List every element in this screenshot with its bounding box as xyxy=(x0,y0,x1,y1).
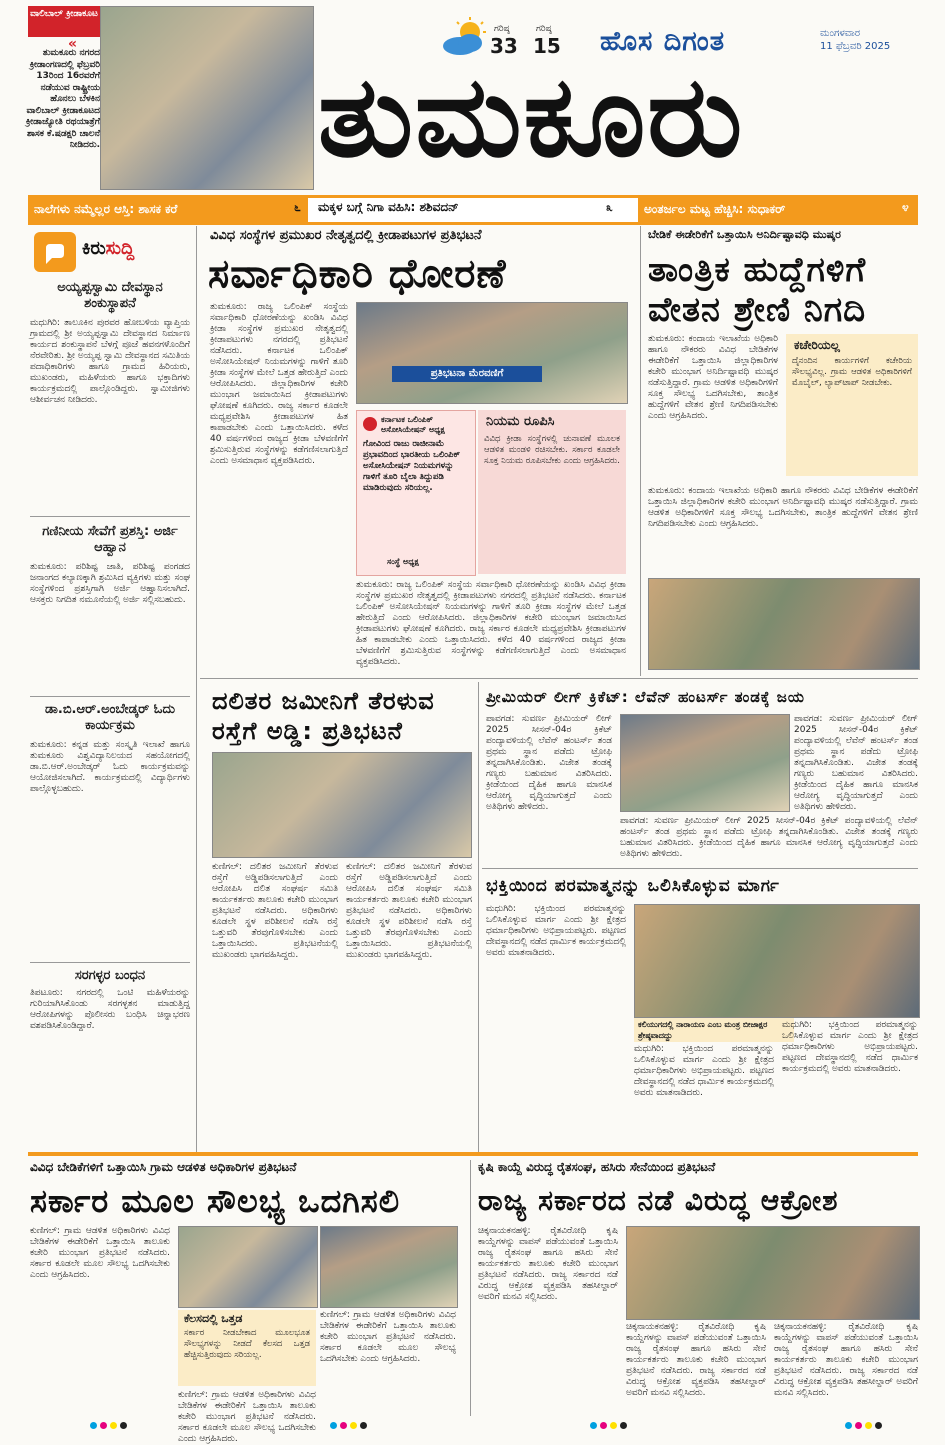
story2-kicker: ಬೇಡಿಕೆ ಈಡೇರಿಕೆಗೆ ಒತ್ತಾಯಿಸಿ ಅನಿರ್ದಿಷ್ಟಾವಧಿ ಮುಷ್ಕರ xyxy=(648,228,842,241)
story5-caption: ಕಲಿಯುಗದಲ್ಲಿ ನಾರಾಯಣ ಎಂಬ ಮಂತ್ರ ಬೀಜಾಕ್ಷರ ಶ್ರೇಷ್ಠವಾದದ್ದು xyxy=(634,1018,794,1042)
story6-box-title: ಕೆಲಸದಲ್ಲಿ ಒತ್ತಡ xyxy=(184,1312,243,1325)
story1-quote-by: ಸಂಸ್ಥೆ ಅಧ್ಯಕ್ಷ xyxy=(387,557,419,566)
story3-photo xyxy=(212,752,472,858)
story7-kicker: ಕೃಷಿ ಕಾಯ್ದೆ ವಿರುದ್ಧ ರೈತಸಂಘ, ಹಸಿರು ಸೇನೆಯಿಂದ ಪ್ರತಿಭಟನೆ xyxy=(478,1160,716,1174)
story1-text-cont: ತುಮಕೂರು: ರಾಜ್ಯ ಒಲಿಂಪಿಕ್ ಸಂಸ್ಥೆಯ ಸರ್ವಾಧಿಕಾರಿ ಧೋರಣೆಯನ್ನು ಖಂಡಿಸಿ ವಿವಿಧ ಕ್ರೀಡಾ ಸಂಸ್ಥೆಗಳ ಪ್ರಮುಖರ ನೇತೃತ್ವದಲ್ಲಿ ಕ್ರೀಡಾಪಟುಗಳು ನಗರದಲ್ಲಿ ಪ್ರತಿಭಟನೆ ನಡೆಸಿದರು. ಕರ್ನಾಟಕ ಒಲಿಂಪಿಕ್ ಅಸೋಸಿಯೇಷನ್ ನಿಯಮಗಳನ್ನು ಗಾಳಿಗೆ ತೂರಿ ಕ್ರೀಡಾ ಸಂಸ್ಥೆಗಳ ಮೇಲೆ ಒತ್ತಡ ಹೇರುತ್ತಿದೆ ಎಂದು ಆರೋಪಿಸಿದರು. ಜಿಲ್ಲಾಧಿಕಾರಿಗಳ ಕಚೇರಿ ಮುಂಭಾಗ ಜಮಾಯಿಸಿದ ಕ್ರೀಡಾಪಟುಗಳು ಘೋಷಣೆ ಕೂಗಿದರು. ರಾಜ್ಯ ಸರ್ಕಾರ ಕೂಡಲೇ ಮಧ್ಯಪ್ರವೇಶಿಸಿ ಕ್ರೀಡಾಪಟುಗಳ ಹಿತ ಕಾಪಾಡಬೇಕು ಎಂದು ಒತ್ತಾಯಿಸಿದರು. ಕಳೆದ 40 ವರ್ಷಗಳಿಂದ ರಾಜ್ಯದ ಕ್ರೀಡಾ ಬೆಳವಣಿಗೆಗೆ ಶ್ರಮಿಸುತ್ತಿರುವ ಸಂಸ್ಥೆಗಳನ್ನು ಕಡೆಗಣಿಸಲಾಗುತ್ತಿದೆ ಎಂದು ಅಸಮಾಧಾನ ವ್ಯಕ್ತಪಡಿಸಿದರು. xyxy=(356,580,626,667)
story2-side-title: ಕಚೇರಿಯಲ್ಲ xyxy=(794,338,840,352)
ticker-page: ೩ xyxy=(606,200,613,214)
story1-quote-box xyxy=(356,410,476,576)
issue-day: ಮಂಗಳವಾರ xyxy=(820,28,861,39)
temp-min: 15 xyxy=(533,34,561,58)
kiru-item-text: ತಿಪಟೂರು: ನಗರದಲ್ಲಿ ಒಂಟಿ ಮಹಿಳೆಯರನ್ನು ಗುರಿಯಾಗಿಸಿಕೊಂಡು ಸರಗಳ್ಳತನ ಮಾಡುತ್ತಿದ್ದ ಆರೋಪಿಗಳನ್ನು ಪೊಲೀಸರು ಬಂಧಿಸಿ ಚಿನ್ನಾಭರಣ ವಶಪಡಿಸಿಕೊಂಡಿದ್ದಾರೆ. xyxy=(30,988,190,1031)
registration-marks xyxy=(590,1414,630,1433)
kiru-item-text: ಮಧುಗಿರಿ: ತಾಲೂಕಿನ ಪುರವರ ಹೋಬಳಿಯ ವ್ಯಾಪ್ತಿಯ ಗ್ರಾಮದಲ್ಲಿ ಶ್ರೀ ಅಯ್ಯಪ್ಪಸ್ವಾಮಿ ದೇವಸ್ಥಾನದ ನಿರ್ಮಾಣ ಕಾರ್ಯದ ಶಂಕುಸ್ಥಾಪನೆ ಬೆಳಗ್ಗೆ ಪೂಜೆ ಹವನಗಳೊಂದಿಗೆ ನೆರವೇರಿತು. ಶ್ರೀ ಅಯ್ಯಪ್ಪ ಸ್ವಾಮಿ ದೇವಸ್ಥಾನದ ಸಮಿತಿಯ ಪದಾಧಿಕಾರಿಗಳು ಹಾಗೂ ಗ್ರಾಮದ ಹಿರಿಯರು, ಮುಖಂಡರು, ಮಹಿಳೆಯರು ಹಾಗೂ ಭಕ್ತಾದಿಗಳು ಕಾರ್ಯಕ್ರಮದಲ್ಲಿ ಪಾಲ್ಗೊಂಡಿದ್ದರು. ಸ್ವಾಮೀಜಿಗಳು ಆಶೀರ್ವಚನ ನೀಡಿದರು. xyxy=(30,318,190,405)
story6-box-text: ಸರ್ಕಾರ ನೀಡಬೇಕಾದ ಮೂಲಭೂತ ಸೌಲಭ್ಯಗಳನ್ನು ನೀಡದೆ ಕೆಲಸದ ಒತ್ತಡ ಹೆಚ್ಚಿಸುತ್ತಿರುವುದು ಸರಿಯಲ್ಲ. xyxy=(184,1328,310,1360)
story6-box xyxy=(178,1310,316,1386)
story3-text-cont: ಕುಣಿಗಲ್: ದಲಿತರ ಜಮೀನಿಗೆ ತೆರಳುವ ರಸ್ತೆಗೆ ಅಡ್ಡಿಪಡಿಸಲಾಗುತ್ತಿದೆ ಎಂದು ಆರೋಪಿಸಿ ದಲಿತ ಸಂಘರ್ಷ ಸಮಿತಿ ಕಾರ್ಯಕರ್ತರು ತಾಲೂಕು ಕಚೇರಿ ಮುಂಭಾಗ ಪ್ರತಿಭಟನೆ ನಡೆಸಿದರು. ಅಧಿಕಾರಿಗಳು ಕೂಡಲೇ ಸ್ಥಳ ಪರಿಶೀಲನೆ ನಡೆಸಿ ರಸ್ತೆ ಒತ್ತುವರಿ ತೆರವುಗೊಳಿಸಬೇಕು ಎಂದು ಒತ್ತಾಯಿಸಿದರು. ಪ್ರತಿಭಟನೆಯಲ್ಲಿ ಮುಖಂಡರು ಭಾಗವಹಿಸಿದ್ದರು. xyxy=(346,862,472,960)
kiru-logo-icon xyxy=(34,232,76,272)
story2-photo xyxy=(648,578,920,670)
temp-max: 33 xyxy=(490,34,518,58)
story6-text: ಕುಣಿಗಲ್: ಗ್ರಾಮ ಆಡಳಿತ ಅಧಿಕಾರಿಗಳು ವಿವಿಧ ಬೇಡಿಕೆಗಳ ಈಡೇರಿಕೆಗೆ ಒತ್ತಾಯಿಸಿ ತಾಲೂಕು ಕಚೇರಿ ಮುಂಭಾಗ ಪ್ರತಿಭಟನೆ ನಡೆಸಿದರು. ಸರ್ಕಾರ ಕೂಡಲೇ ಮೂಲ ಸೌಲಭ್ಯ ಒದಗಿಸಬೇಕು ಎಂದು ಆಗ್ರಹಿಸಿದರು. xyxy=(30,1226,170,1280)
ticker-item[interactable]: ಅಂತರ್ಜಲ ಮಟ್ಟ ಹೆಚ್ಚಿಸಿ: ಸುಧಾಕರ್ xyxy=(638,198,918,222)
story7-text-cont: ಚಿಕ್ಕನಾಯಕನಹಳ್ಳಿ: ರೈತವಿರೋಧಿ ಕೃಷಿ ಕಾಯ್ದೆಗಳನ್ನು ವಾಪಸ್ ಪಡೆಯುವಂತೆ ಒತ್ತಾಯಿಸಿ ರಾಜ್ಯ ರೈತಸಂಘ ಹಾಗೂ ಹಸಿರು ಸೇನೆ ಕಾರ್ಯಕರ್ತರು ತಾಲೂಕು ಕಚೇರಿ ಮುಂಭಾಗ ಪ್ರತಿಭಟನೆ ನಡೆಸಿದರು. ರಾಜ್ಯ ಸರ್ಕಾರದ ನಡೆ ವಿರುದ್ಧ ಆಕ್ರೋಶ ವ್ಯಕ್ತಪಡಿಸಿ ತಹಸೀಲ್ದಾರ್ ಅವರಿಗೆ ಮನವಿ ಸಲ್ಲಿಸಿದರು. xyxy=(774,1322,918,1398)
story1-headline: ಸರ್ವಾಧಿಕಾರಿ ಧೋರಣೆ xyxy=(208,251,507,297)
issue-date: 11 ಫೆಬ್ರವರಿ 2025 xyxy=(820,41,891,52)
top-story-text: ತುಮಕೂರು ನಗರದ ಕ್ರೀಡಾಂಗಣದಲ್ಲಿ ಫೆಬ್ರವರಿ 13ರಿಂದ 16ರವರೆಗೆ ನಡೆಯುವ ರಾಷ್ಟ್ರೀಯ ಹೊನಲು ಬೆಳಕಿನ ವಾಲಿಬಾಲ್ ಕ್ರೀಡಾಕೂಟದ ಕ್ರೀಡಾಜ್ಯೋತಿ ರಥಯಾತ್ರೆಗೆ ಶಾಸಕ ಕೆ.ಷಡಕ್ಷರಿ ಚಾಲನೆ ನೀಡಿದರು. xyxy=(25,48,100,150)
story3-headline-1: ದಲಿತರ ಜಮೀನಿಗೆ ತೆರಳುವ xyxy=(212,687,435,715)
kiru-item-title: ಅಯ್ಯಪ್ಪಸ್ವಾಮಿ ದೇವಸ್ಥಾನ ಶಂಕುಸ್ಥಾಪನೆ xyxy=(57,280,163,311)
story2-text-cont: ತುಮಕೂರು: ಕಂದಾಯ ಇಲಾಖೆಯ ಅಧಿಕಾರಿ ಹಾಗೂ ನೌಕರರು ವಿವಿಧ ಬೇಡಿಕೆಗಳ ಈಡೇರಿಕೆಗೆ ಒತ್ತಾಯಿಸಿ ಜಿಲ್ಲಾಧಿಕಾರಿಗಳ ಕಚೇರಿ ಮುಂಭಾಗ ಅನಿರ್ದಿಷ್ಟಾವಧಿ ಮುಷ್ಕರ ನಡೆಸುತ್ತಿದ್ದಾರೆ. ಗ್ರಾಮ ಆಡಳಿತ ಅಧಿಕಾರಿಗಳಿಗೆ ಸೂಕ್ತ ಸೌಲಭ್ಯ ಒದಗಿಸಬೇಕು, ತಾಂತ್ರಿಕ ಹುದ್ದೆಗಳಿಗೆ ವೇತನ ಶ್ರೇಣಿ ನಿಗದಿಪಡಿಸಬೇಕು ಎಂದು ಆಗ್ರಹಿಸಿದರು. xyxy=(648,486,918,529)
registration-marks xyxy=(90,1414,130,1433)
story1-quote-title: ಕರ್ನಾಟಕ ಒಲಿಂಪಿಕ್ ಅಸೋಸಿಯೇಷನ್ ಅಧ್ಯಕ್ಷ xyxy=(381,415,445,434)
kiru-label-b: ಸುದ್ದಿ xyxy=(105,238,135,259)
ticker-item[interactable]: ಮಕ್ಕಳ ಬಗ್ಗೆ ನಿಗಾ ವಹಿಸಿ: ಶಶಿವದನ್ xyxy=(318,200,459,214)
story2-headline-2: ವೇತನ ಶ್ರೇಣಿ ನಿಗದಿ xyxy=(648,290,867,330)
story6-text-cont: ಕುಣಿಗಲ್: ಗ್ರಾಮ ಆಡಳಿತ ಅಧಿಕಾರಿಗಳು ವಿವಿಧ ಬೇಡಿಕೆಗಳ ಈಡೇರಿಕೆಗೆ ಒತ್ತಾಯಿಸಿ ತಾಲೂಕು ಕಚೇರಿ ಮುಂಭಾಗ ಪ್ರತಿಭಟನೆ ನಡೆಸಿದರು. ಸರ್ಕಾರ ಕೂಡಲೇ ಮೂಲ ಸೌಲಭ್ಯ ಒದಗಿಸಬೇಕು ಎಂದು ಆಗ್ರಹಿಸಿದರು. xyxy=(320,1310,456,1364)
top-story-photo xyxy=(100,6,314,190)
kiru-item-title: ಡಾ.ಬಿ.ಆರ್.ಅಂಬೇಡ್ಕರ್ ಓದು ಕಾರ್ಯಕ್ರಮ xyxy=(45,702,175,733)
story2-headline-1: ತಾಂತ್ರಿಕ ಹುದ್ದೆಗಳಿಗೆ xyxy=(648,250,867,290)
story4-text-cont: ಪಾವಗಡ: ಸುವರ್ಣ ಪ್ರೀಮಿಯರ್ ಲೀಗ್ 2025 ಸೀಸನ್-04ರ ಕ್ರಿಕೆಟ್ ಪಂದ್ಯಾವಳಿಯಲ್ಲಿ ಲೆವೆನ್ ಹಂಟರ್ಸ್ ತಂಡ ಪ್ರಥಮ ಸ್ಥಾನ ಪಡೆದು ಟ್ರೋಫಿ ತನ್ನದಾಗಿಸಿಕೊಂಡಿತು. ವಿಜೇತ ತಂಡಕ್ಕೆ ಗಣ್ಯರು ಬಹುಮಾನ ವಿತರಿಸಿದರು. ಕ್ರೀಡೆಯಿಂದ ದೈಹಿಕ ಹಾಗೂ ಮಾನಸಿಕ ಆರೋಗ್ಯ ವೃದ್ಧಿಯಾಗುತ್ತದೆ ಎಂದು ಅತಿಥಿಗಳು ಹೇಳಿದರು. xyxy=(794,714,918,812)
story5-headline: ಭಕ್ತಿಯಿಂದ ಪರಮಾತ್ಮನನ್ನು ಒಲಿಸಿಕೊಳ್ಳುವ ಮಾರ್ಗ xyxy=(486,876,780,896)
story5-text-cont: ಮಧುಗಿರಿ: ಭಕ್ತಿಯಿಂದ ಪರಮಾತ್ಮನನ್ನು ಒಲಿಸಿಕೊಳ್ಳುವ ಮಾರ್ಗ ಎಂದು ಶ್ರೀ ಕ್ಷೇತ್ರದ ಧರ್ಮಾಧಿಕಾರಿಗಳು ಅಭಿಪ್ರಾಯಪಟ್ಟರು. ಪಟ್ಟಣದ ದೇವಸ್ಥಾನದಲ್ಲಿ ನಡೆದ ಧಾರ್ಮಿಕ ಕಾರ್ಯಕ್ರಮದಲ್ಲಿ ಅವರು ಮಾತನಾಡಿದರು. xyxy=(634,1044,774,1098)
story4-text-cont: ಪಾವಗಡ: ಸುವರ್ಣ ಪ್ರೀಮಿಯರ್ ಲೀಗ್ 2025 ಸೀಸನ್-04ರ ಕ್ರಿಕೆಟ್ ಪಂದ್ಯಾವಳಿಯಲ್ಲಿ ಲೆವೆನ್ ಹಂಟರ್ಸ್ ತಂಡ ಪ್ರಥಮ ಸ್ಥಾನ ಪಡೆದು ಟ್ರೋಫಿ ತನ್ನದಾಗಿಸಿಕೊಂಡಿತು. ವಿಜೇತ ತಂಡಕ್ಕೆ ಗಣ್ಯರು ಬಹುಮಾನ ವಿತರಿಸಿದರು. ಕ್ರೀಡೆಯಿಂದ ದೈಹಿಕ ಹಾಗೂ ಮಾನಸಿಕ ಆರೋಗ್ಯ ವೃದ್ಧಿಯಾಗುತ್ತದೆ ಎಂದು ಅತಿಥಿಗಳು ಹೇಳಿದರು. xyxy=(620,816,918,859)
kiru-item-text: ತುಮಕೂರು: ಪರಿಶಿಷ್ಟ ಜಾತಿ, ಪರಿಶಿಷ್ಟ ಪಂಗಡದ ಜನಾಂಗದ ಕಲ್ಯಾಣಕ್ಕಾಗಿ ಶ್ರಮಿಸಿದ ವ್ಯಕ್ತಿಗಳು ಮತ್ತು ಸಂಘ ಸಂಸ್ಥೆಗಳಿಂದ ಪ್ರಶಸ್ತಿಗಾಗಿ ಅರ್ಜಿ ಆಹ್ವಾನಿಸಲಾಗಿದೆ. ಆಸಕ್ತರು ನಿಗದಿತ ನಮೂನೆಯಲ್ಲಿ ಅರ್ಜಿ ಸಲ್ಲಿಸಬಹುದು. xyxy=(30,562,190,605)
story1-photo xyxy=(356,302,628,404)
story6-photo xyxy=(178,1226,318,1308)
story1-rule-box xyxy=(478,410,626,574)
story3-text: ಕುಣಿಗಲ್: ದಲಿತರ ಜಮೀನಿಗೆ ತೆರಳುವ ರಸ್ತೆಗೆ ಅಡ್ಡಿಪಡಿಸಲಾಗುತ್ತಿದೆ ಎಂದು ಆರೋಪಿಸಿ ದಲಿತ ಸಂಘರ್ಷ ಸಮಿತಿ ಕಾರ್ಯಕರ್ತರು ತಾಲೂಕು ಕಚೇರಿ ಮುಂಭಾಗ ಪ್ರತಿಭಟನೆ ನಡೆಸಿದರು. ಅಧಿಕಾರಿಗಳು ಕೂಡಲೇ ಸ್ಥಳ ಪರಿಶೀಲನೆ ನಡೆಸಿ ರಸ್ತೆ ಒತ್ತುವರಿ ತೆರವುಗೊಳಿಸಬೇಕು ಎಂದು ಒತ್ತಾಯಿಸಿದರು. ಪ್ರತಿಭಟನೆಯಲ್ಲಿ ಮುಖಂಡರು ಭಾಗವಹಿಸಿದ್ದರು. xyxy=(212,862,338,960)
temp-max-label: ಗರಿಷ್ಠ xyxy=(494,24,510,34)
chevron-icon: « xyxy=(68,36,78,52)
story2-text: ತುಮಕೂರು: ಕಂದಾಯ ಇಲಾಖೆಯ ಅಧಿಕಾರಿ ಹಾಗೂ ನೌಕರರು ವಿವಿಧ ಬೇಡಿಕೆಗಳ ಈಡೇರಿಕೆಗೆ ಒತ್ತಾಯಿಸಿ ಜಿಲ್ಲಾಧಿಕಾರಿಗಳ ಕಚೇರಿ ಮುಂಭಾಗ ಅನಿರ್ದಿಷ್ಟಾವಧಿ ಮುಷ್ಕರ ನಡೆಸುತ್ತಿದ್ದಾರೆ. ಗ್ರಾಮ ಆಡಳಿತ ಅಧಿಕಾರಿಗಳಿಗೆ ಸೂಕ್ತ ಸೌಲಭ್ಯ ಒದಗಿಸಬೇಕು, ತಾಂತ್ರಿಕ ಹುದ್ದೆಗಳಿಗೆ ವೇತನ ಶ್ರೇಣಿ ನಿಗದಿಪಡಿಸಬೇಕು ಎಂದು ಆಗ್ರಹಿಸಿದರು. xyxy=(648,334,778,421)
story3-headline-2: ರಸ್ತೆಗೆ ಅಡ್ಡಿ: ಪ್ರತಿಭಟನೆ xyxy=(212,717,403,745)
story4-headline: ಪ್ರೀಮಿಯರ್ ಲೀಗ್ ಕ್ರಿಕೆಟ್: ಲೆವೆನ್ ಹಂಟರ್ಸ್ ತಂಡಕ್ಕೆ ಜಯ xyxy=(486,688,805,706)
top-story-tag: ವಾಲಿಬಾಲ್ ಕ್ರೀಡಾಕೂಟ xyxy=(28,6,100,37)
story4-photo xyxy=(620,714,790,812)
registration-marks xyxy=(330,1414,370,1433)
story1-text: ತುಮಕೂರು: ರಾಜ್ಯ ಒಲಿಂಪಿಕ್ ಸಂಸ್ಥೆಯ ಸರ್ವಾಧಿಕಾರಿ ಧೋರಣೆಯನ್ನು ಖಂಡಿಸಿ ವಿವಿಧ ಕ್ರೀಡಾ ಸಂಸ್ಥೆಗಳ ಪ್ರಮುಖರ ನೇತೃತ್ವದಲ್ಲಿ ಕ್ರೀಡಾಪಟುಗಳು ನಗರದಲ್ಲಿ ಪ್ರತಿಭಟನೆ ನಡೆಸಿದರು. ಕರ್ನಾಟಕ ಒಲಿಂಪಿಕ್ ಅಸೋಸಿಯೇಷನ್ ನಿಯಮಗಳನ್ನು ಗಾಳಿಗೆ ತೂರಿ ಕ್ರೀಡಾ ಸಂಸ್ಥೆಗಳ ಮೇಲೆ ಒತ್ತಡ ಹೇರುತ್ತಿದೆ ಎಂದು ಆರೋಪಿಸಿದರು. ಜಿಲ್ಲಾಧಿಕಾರಿಗಳ ಕಚೇರಿ ಮುಂಭಾಗ ಜಮಾಯಿಸಿದ ಕ್ರೀಡಾಪಟುಗಳು ಘೋಷಣೆ ಕೂಗಿದರು. ರಾಜ್ಯ ಸರ್ಕಾರ ಕೂಡಲೇ ಮಧ್ಯಪ್ರವೇಶಿಸಿ ಕ್ರೀಡಾಪಟುಗಳ ಹಿತ ಕಾಪಾಡಬೇಕು ಎಂದು ಒತ್ತಾಯಿಸಿದರು. ಕಳೆದ 40 ವರ್ಷಗಳಿಂದ ರಾಜ್ಯದ ಕ್ರೀಡಾ ಬೆಳವಣಿಗೆಗೆ ಶ್ರಮಿಸುತ್ತಿರುವ ಸಂಸ್ಥೆಗಳನ್ನು ಕಡೆಗಣಿಸಲಾಗುತ್ತಿದೆ ಎಂದು ಅಸಮಾಧಾನ ವ್ಯಕ್ತಪಡಿಸಿದರು. xyxy=(210,302,348,466)
story1-banner: ಪ್ರತಿಭಟನಾ ಮೆರವಣಿಗೆ xyxy=(392,366,542,382)
bottom-divider xyxy=(28,1152,918,1156)
story7-text-cont: ಚಿಕ್ಕನಾಯಕನಹಳ್ಳಿ: ರೈತವಿರೋಧಿ ಕೃಷಿ ಕಾಯ್ದೆಗಳನ್ನು ವಾಪಸ್ ಪಡೆಯುವಂತೆ ಒತ್ತಾಯಿಸಿ ರಾಜ್ಯ ರೈತಸಂಘ ಹಾಗೂ ಹಸಿರು ಸೇನೆ ಕಾರ್ಯಕರ್ತರು ತಾಲೂಕು ಕಚೇರಿ ಮುಂಭಾಗ ಪ್ರತಿಭಟನೆ ನಡೆಸಿದರು. ರಾಜ್ಯ ಸರ್ಕಾರದ ನಡೆ ವಿರುದ್ಧ ಆಕ್ರೋಶ ವ್ಯಕ್ತಪಡಿಸಿ ತಹಸೀಲ್ದಾರ್ ಅವರಿಗೆ ಮನವಿ ಸಲ್ಲಿಸಿದರು. xyxy=(626,1322,766,1398)
story2-side-text: ದೈನಂದಿನ ಕಾರ್ಯಗಳಿಗೆ ಕಚೇರಿಯ ಸೌಲಭ್ಯವಿಲ್ಲ. ಗ್ರಾಮ ಆಡಳಿತ ಅಧಿಕಾರಿಗಳಿಗೆ ಮೊಬೈಲ್, ಲ್ಯಾಪ್‌ಟಾಪ್ ನೀಡಬೇಕು. xyxy=(792,356,912,388)
story1-box-text: ವಿವಿಧ ಕ್ರೀಡಾ ಸಂಸ್ಥೆಗಳಲ್ಲಿ ಚುನಾವಣೆ ಮೂಲಕ ಆಡಳಿತ ಮಂಡಳಿ ರಚಿಸಬೇಕು. ಸರ್ಕಾರ ಕೂಡಲೇ ಸೂಕ್ತ ನಿಯಮ ರೂಪಿಸಬೇಕು ಎಂದು ಆಗ್ರಹಿಸಿದರು. xyxy=(484,434,620,466)
story1-box-title: ನಿಯಮ ರೂಪಿಸಿ xyxy=(486,414,555,429)
kiru-item-title: ಗಣಿನೀಯ ಸೇವೆಗೆ ಪ್ರಶಸ್ತಿ: ಅರ್ಜಿ ಆಹ್ವಾನ xyxy=(42,524,178,555)
kiru-item-title: ಸರಗಳ್ಳರ ಬಂಧನ xyxy=(74,968,146,983)
story4-text: ಪಾವಗಡ: ಸುವರ್ಣ ಪ್ರೀಮಿಯರ್ ಲೀಗ್ 2025 ಸೀಸನ್-04ರ ಕ್ರಿಕೆಟ್ ಪಂದ್ಯಾವಳಿಯಲ್ಲಿ ಲೆವೆನ್ ಹಂಟರ್ಸ್ ತಂಡ ಪ್ರಥಮ ಸ್ಥಾನ ಪಡೆದು ಟ್ರೋಫಿ ತನ್ನದಾಗಿಸಿಕೊಂಡಿತು. ವಿಜೇತ ತಂಡಕ್ಕೆ ಗಣ್ಯರು ಬಹುಮಾನ ವಿತರಿಸಿದರು. ಕ್ರೀಡೆಯಿಂದ ದೈಹಿಕ ಹಾಗೂ ಮಾನಸಿಕ ಆರೋಗ್ಯ ವೃದ್ಧಿಯಾಗುತ್ತದೆ ಎಂದು ಅತಿಥಿಗಳು ಹೇಳಿದರು. xyxy=(486,714,612,812)
ticker-bar xyxy=(28,195,918,225)
story6-text-cont: ಕುಣಿಗಲ್: ಗ್ರಾಮ ಆಡಳಿತ ಅಧಿಕಾರಿಗಳು ವಿವಿಧ ಬೇಡಿಕೆಗಳ ಈಡೇರಿಕೆಗೆ ಒತ್ತಾಯಿಸಿ ತಾಲೂಕು ಕಚೇರಿ ಮುಂಭಾಗ ಪ್ರತಿಭಟನೆ ನಡೆಸಿದರು. ಸರ್ಕಾರ ಕೂಡಲೇ ಮೂಲ ಸೌಲಭ್ಯ ಒದಗಿಸಬೇಕು ಎಂದು ಆಗ್ರಹಿಸಿದರು. xyxy=(178,1390,316,1444)
story6-kicker: ವಿವಿಧ ಬೇಡಿಕೆಗಳಿಗೆ ಒತ್ತಾಯಿಸಿ ಗ್ರಾಮ ಆಡಳಿತ ಅಧಿಕಾರಿಗಳ ಪ್ರತಿಭಟನೆ xyxy=(30,1160,297,1174)
story5-photo xyxy=(634,904,920,1018)
story6-headline: ಸರ್ಕಾರ ಮೂಲ ಸೌಲಭ್ಯ ಒದಗಿಸಲಿ xyxy=(30,1182,401,1220)
ticker-item[interactable]: ನಾಲೆಗಳು ನಮ್ಮೆಲ್ಲರ ಆಸ್ತಿ: ಶಾಸಕ ಕರೆ xyxy=(28,198,308,222)
story1-quote-text: ಗೋವಿಂದ ರಾಜು ರಾಜೀನಾಮೆ ಪ್ರಭಾವದಿಂದ ಭಾರತೀಯ ಒಲಿಂಪಿಕ್ ಅಸೋಸಿಯೇಷನ್ ನಿಯಮಗಳನ್ನು ಗಾಳಿಗೆ ತೂರಿ ಬೈಲಾ ತಿದ್ದುಪಡಿ ಮಾಡಿರುವುದು ಸರಿಯಲ್ಲ. xyxy=(363,439,461,493)
story5-text: ಮಧುಗಿರಿ: ಭಕ್ತಿಯಿಂದ ಪರಮಾತ್ಮನನ್ನು ಒಲಿಸಿಕೊಳ್ಳುವ ಮಾರ್ಗ ಎಂದು ಶ್ರೀ ಕ್ಷೇತ್ರದ ಧರ್ಮಾಧಿಕಾರಿಗಳು ಅಭಿಪ್ರಾಯಪಟ್ಟರು. ಪಟ್ಟಣದ ದೇವಸ್ಥಾನದಲ್ಲಿ ನಡೆದ ಧಾರ್ಮಿಕ ಕಾರ್ಯಕ್ರಮದಲ್ಲಿ ಅವರು ಮಾತನಾಡಿದರು. xyxy=(486,904,626,958)
story7-photo xyxy=(626,1226,920,1320)
story6-photo-2 xyxy=(320,1226,458,1308)
brand-logo: ಹೊಸ ದಿಗಂತ xyxy=(600,26,726,57)
story1-kicker: ವಿವಿಧ ಸಂಸ್ಥೆಗಳ ಪ್ರಮುಖರ ನೇತೃತ್ವದಲ್ಲಿ ಕ್ರೀಡಾಪಟುಗಳ ಪ್ರತಿಭಟನೆ xyxy=(210,228,482,243)
masthead-title: ತುಮಕೂರು xyxy=(318,52,745,182)
drop-icon xyxy=(363,417,377,431)
kiru-label-a: ಕಿರು xyxy=(82,238,106,259)
story5-text-cont: ಮಧುಗಿರಿ: ಭಕ್ತಿಯಿಂದ ಪರಮಾತ್ಮನನ್ನು ಒಲಿಸಿಕೊಳ್ಳುವ ಮಾರ್ಗ ಎಂದು ಶ್ರೀ ಕ್ಷೇತ್ರದ ಧರ್ಮಾಧಿಕಾರಿಗಳು ಅಭಿಪ್ರಾಯಪಟ್ಟರು. ಪಟ್ಟಣದ ದೇವಸ್ಥಾನದಲ್ಲಿ ನಡೆದ ಧಾರ್ಮಿಕ ಕಾರ್ಯಕ್ರಮದಲ್ಲಿ ಅವರು ಮಾತನಾಡಿದರು. xyxy=(782,1020,918,1074)
story7-text: ಚಿಕ್ಕನಾಯಕನಹಳ್ಳಿ: ರೈತವಿರೋಧಿ ಕೃಷಿ ಕಾಯ್ದೆಗಳನ್ನು ವಾಪಸ್ ಪಡೆಯುವಂತೆ ಒತ್ತಾಯಿಸಿ ರಾಜ್ಯ ರೈತಸಂಘ ಹಾಗೂ ಹಸಿರು ಸೇನೆ ಕಾರ್ಯಕರ್ತರು ತಾಲೂಕು ಕಚೇರಿ ಮುಂಭಾಗ ಪ್ರತಿಭಟನೆ ನಡೆಸಿದರು. ರಾಜ್ಯ ಸರ್ಕಾರದ ನಡೆ ವಿರುದ್ಧ ಆಕ್ರೋಶ ವ್ಯಕ್ತಪಡಿಸಿ ತಹಸೀಲ್ದಾರ್ ಅವರಿಗೆ ಮನವಿ ಸಲ್ಲಿಸಿದರು. xyxy=(478,1226,618,1302)
ticker-page: ೪ xyxy=(902,200,909,214)
story2-side-box xyxy=(786,334,918,476)
kiru-label xyxy=(82,238,134,259)
registration-marks xyxy=(845,1414,885,1433)
kiru-item-text: ತುಮಕೂರು: ಕನ್ನಡ ಮತ್ತು ಸಂಸ್ಕೃತಿ ಇಲಾಖೆ ಹಾಗೂ ತುಮಕೂರು ವಿಶ್ವವಿದ್ಯಾನಿಲಯದ ಸಹಯೋಗದಲ್ಲಿ ಡಾ.ಬಿ.ಆರ್.ಅಂಬೇಡ್ಕರ್ ಓದು ಕಾರ್ಯಕ್ರಮವನ್ನು ಆಯೋಜಿಸಲಾಗಿದೆ. ಕಾರ್ಯಕ್ರಮದಲ್ಲಿ ವಿದ್ಯಾರ್ಥಿಗಳು ಪಾಲ್ಗೊಳ್ಳಬಹುದು. xyxy=(30,740,190,794)
story7-headline: ರಾಜ್ಯ ಸರ್ಕಾರದ ನಡೆ ವಿರುದ್ಧ ಆಕ್ರೋಶ xyxy=(478,1184,839,1217)
ticker-page: ೬ xyxy=(294,200,301,214)
temp-min-label: ಗರಿಷ್ಠ xyxy=(536,24,552,34)
